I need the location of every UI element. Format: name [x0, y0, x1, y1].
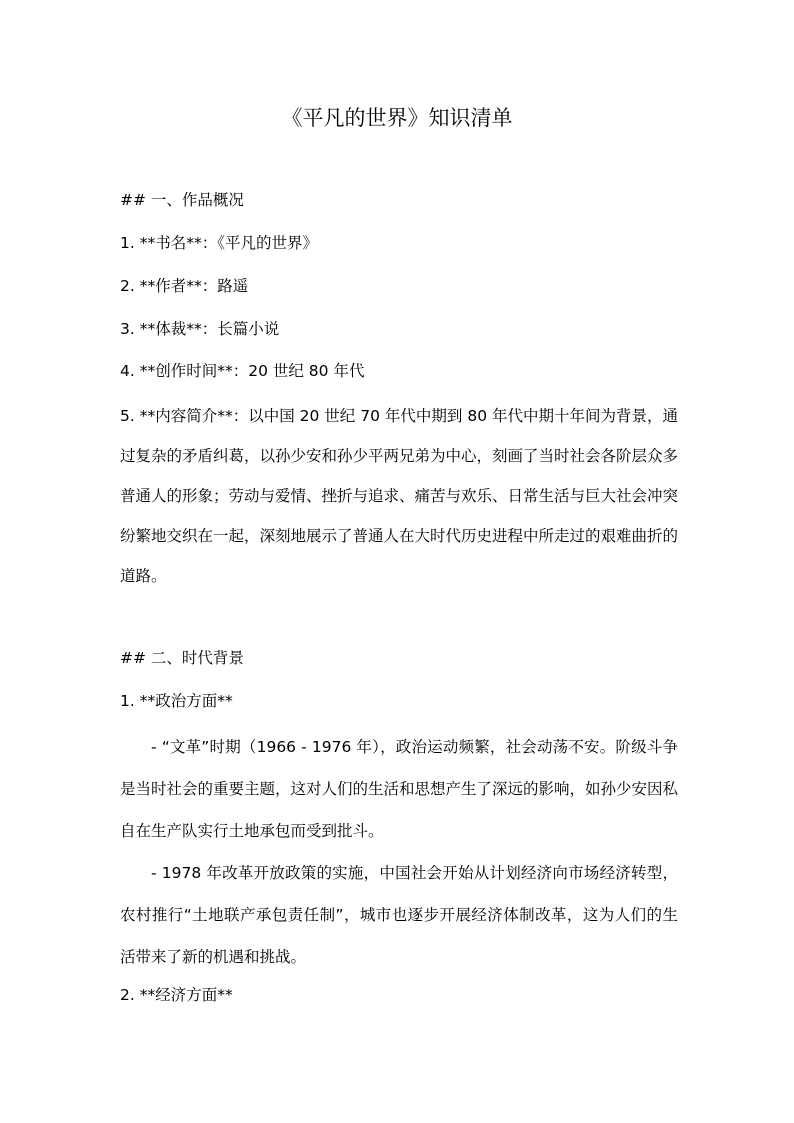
overview-item-genre: 3. **体裁**：长篇小说	[120, 320, 280, 338]
overview-item-time: 4. **创作时间**：20 世纪 80 年代	[120, 362, 365, 380]
overview-item-author: 2. **作者**：路遥	[120, 277, 249, 295]
background-item-politics: 1. **政治方面**	[120, 692, 233, 710]
overview-item-title: 1. **书名**：《平凡的世界》	[120, 234, 318, 252]
document-title: 《平凡的世界》知识清单	[281, 106, 513, 130]
section-heading-background: ## 二、时代背景	[120, 649, 244, 667]
section-heading-overview: ## 一、作品概况	[120, 191, 244, 209]
politics-bullet-reform: - 1978 年改革开放政策的实施，中国社会开始从计划经济向市场经济转型，农村推行“土地联产承包责任制”，城市也逐步开展经济体制改革，这为人们的生活带来了新的机遇和挑战。	[120, 864, 678, 966]
overview-item-summary: 5. **内容简介**：以中国 20 世纪 70 年代中期到 80 年代中期十年间为背景，通过复杂的矛盾纠葛，以孙少安和孙少平两兄弟为中心，刻画了当时社会各阶层众多普通人的形象；劳动与爱情、挫折与追求、痛苦与欢乐、日常生活与巨大社会冲突纷繁地交织在一起，深刻地展示了普通人在大时代历史进程中所走过的艰难曲折的道路。	[120, 407, 679, 585]
politics-bullet-cultural-revolution: - “文革”时期（1966 - 1976 年），政治运动频繁，社会动荡不安。阶级斗争是当时社会的重要主题，这对人们的生活和思想产生了深远的影响，如孙少安因私自在生产队实行土地承包而受到批斗。	[120, 738, 679, 840]
background-item-economy: 2. **经济方面**	[120, 986, 233, 1004]
